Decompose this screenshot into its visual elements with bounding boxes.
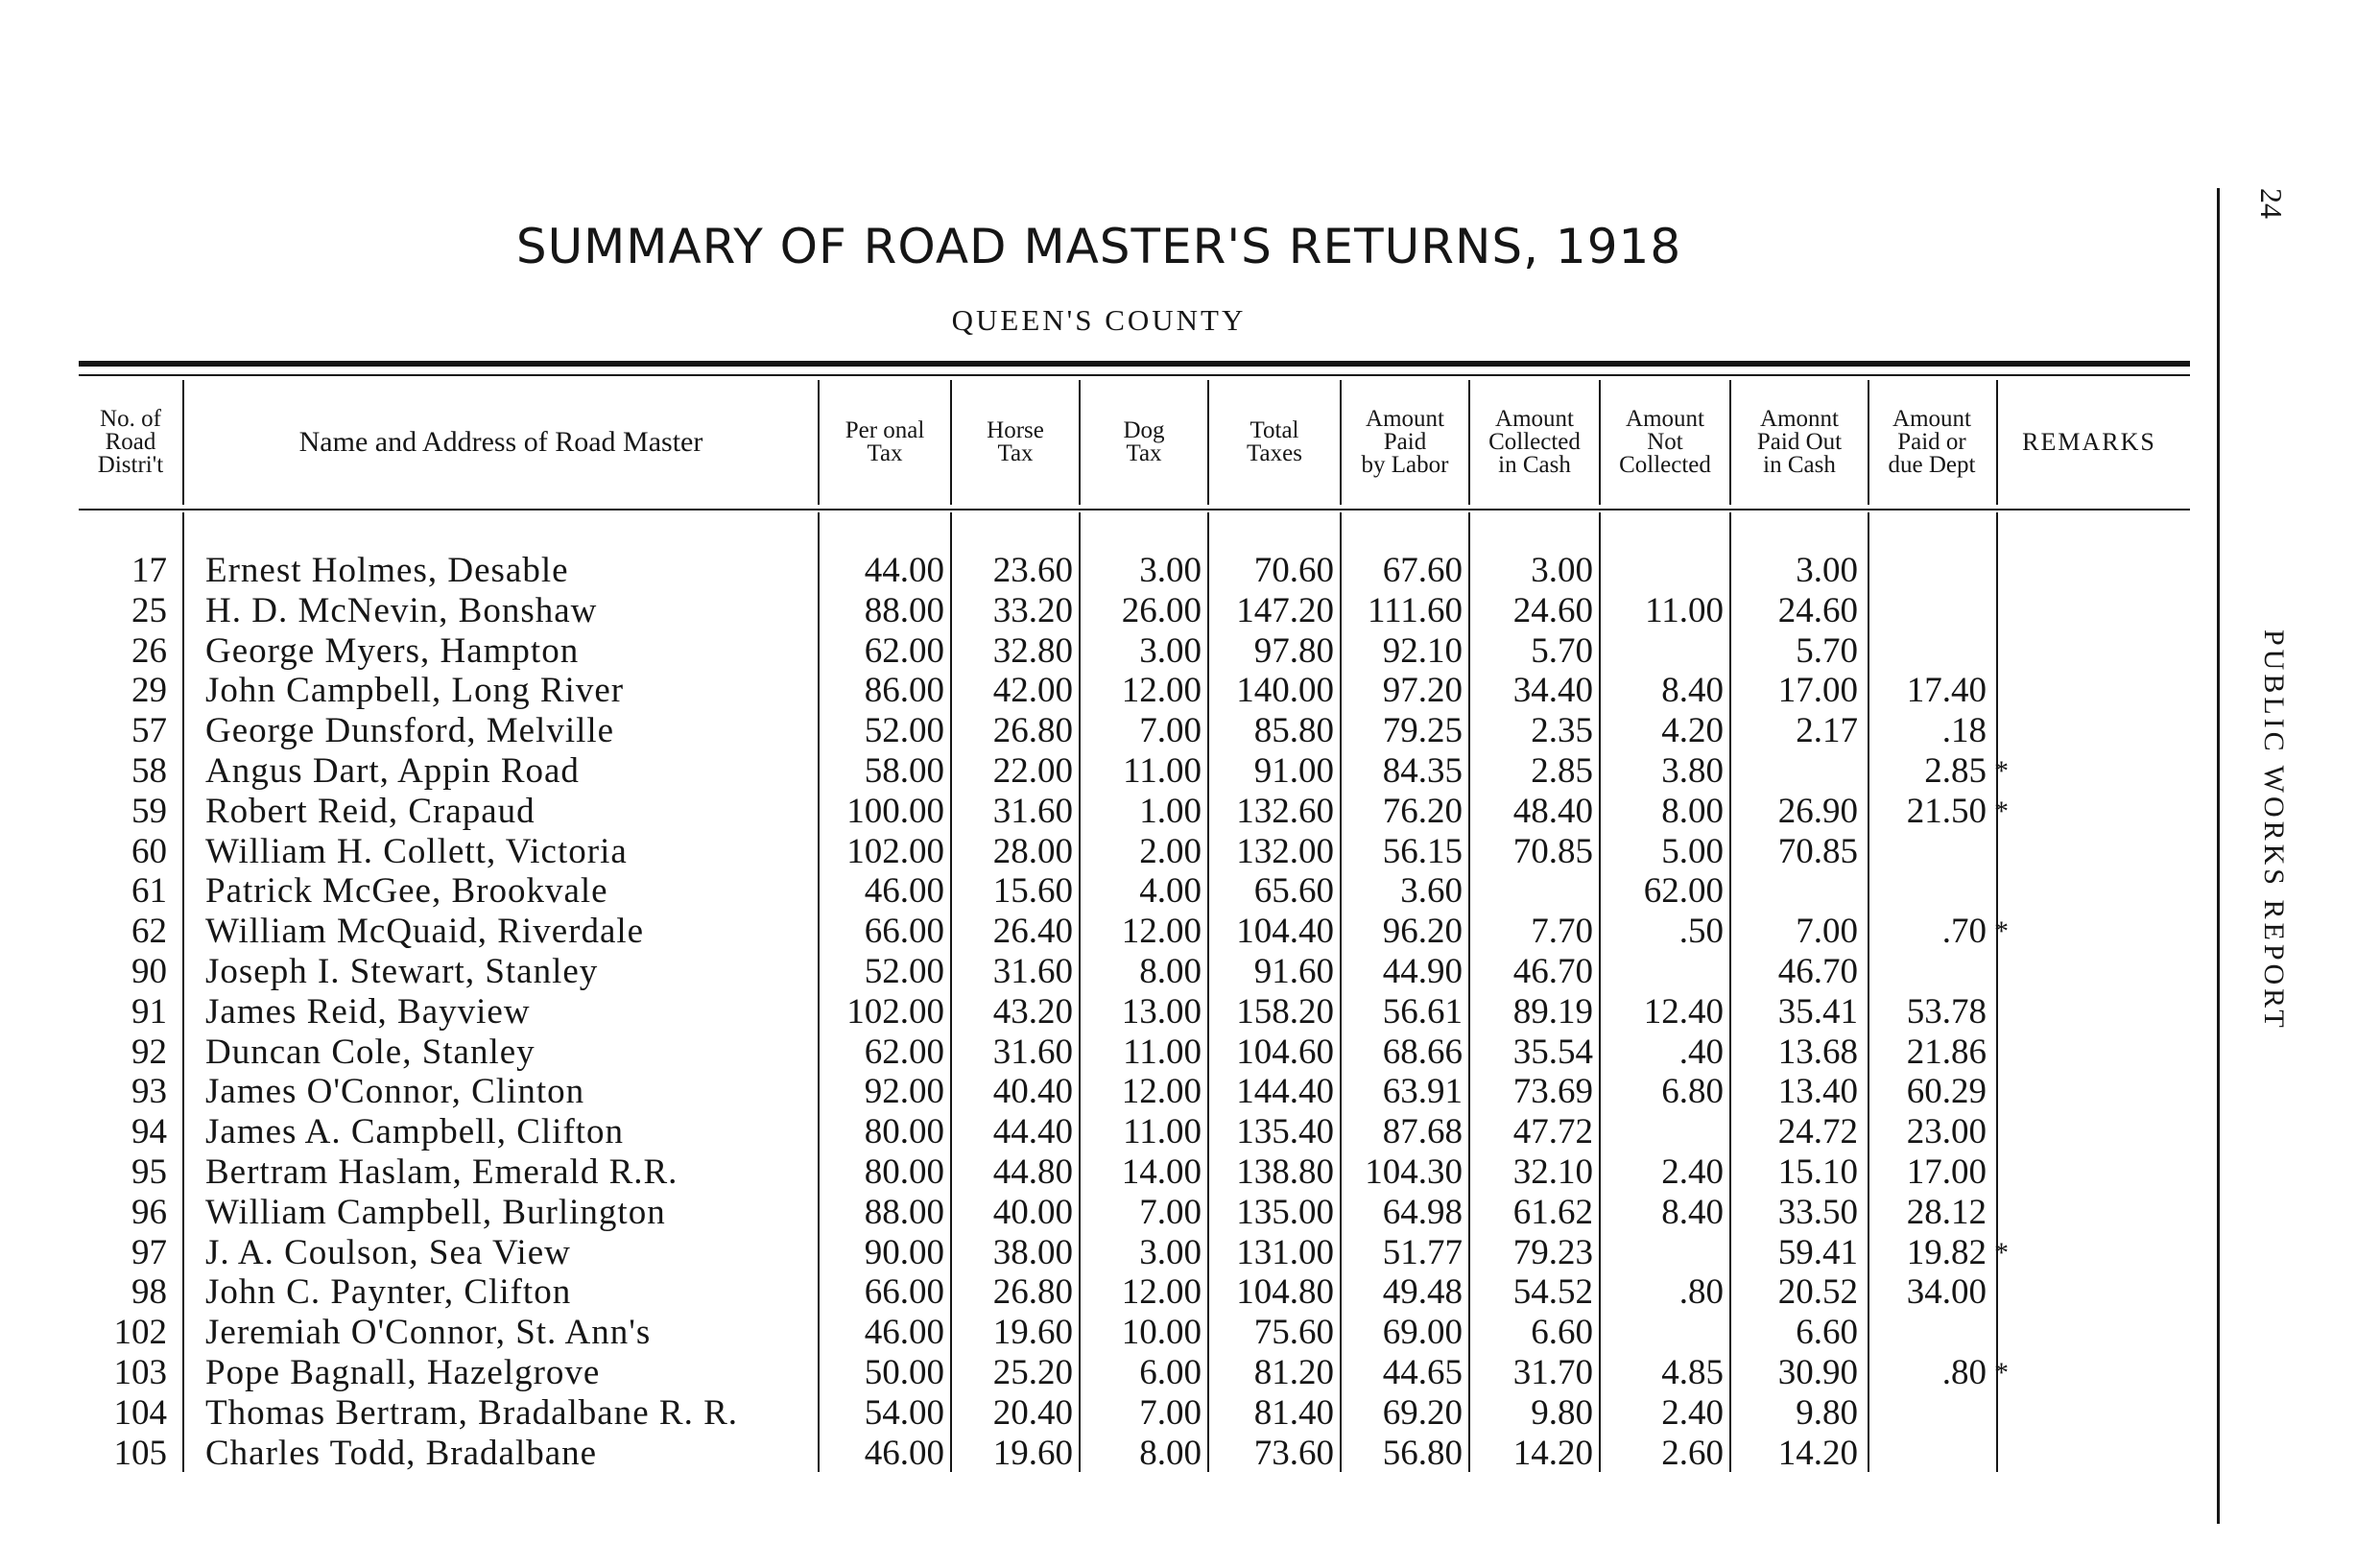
column-rule (1868, 380, 1869, 505)
cell-personal-tax: 66.00 (864, 1272, 944, 1312)
table-row (0, 1353, 2015, 1393)
cell-collected-cash: 24.60 (1512, 591, 1593, 630)
cell-district: 59 (131, 792, 167, 831)
column-rule (950, 380, 952, 505)
cell-name: Patrick McGee, Brookvale (205, 871, 608, 911)
cell-district: 17 (131, 551, 167, 590)
cell-paid-or-due: 21.50 (1906, 792, 1987, 831)
cell-not-collected: 12.40 (1643, 992, 1724, 1032)
cell-horse-tax: 31.60 (992, 792, 1073, 831)
cell-dog-tax: 4.00 (1139, 871, 1202, 911)
cell-horse-tax: 19.60 (992, 1434, 1073, 1473)
cell-collected-cash: 7.70 (1531, 912, 1593, 951)
cell-not-collected: 11.00 (1645, 591, 1724, 630)
column-rule (1996, 380, 1998, 505)
cell-collected-cash: 32.10 (1512, 1152, 1593, 1192)
cell-paid-out-cash: 15.10 (1777, 1152, 1858, 1192)
cell-collected-cash: 3.00 (1531, 551, 1593, 590)
cell-name: Jeremiah O'Connor, St. Ann's (205, 1313, 652, 1352)
cell-paid-out-cash: 33.50 (1777, 1193, 1858, 1232)
cell-not-collected: 62.00 (1643, 871, 1724, 911)
cell-name: Duncan Cole, Stanley (205, 1033, 536, 1072)
cell-paid-by-labor: 76.20 (1382, 792, 1463, 831)
cell-personal-tax: 92.00 (864, 1072, 944, 1111)
cell-horse-tax: 42.00 (992, 671, 1073, 710)
cell-paid-by-labor: 84.35 (1382, 751, 1463, 791)
cell-paid-or-due: 2.85 (1924, 751, 1987, 791)
cell-district: 92 (131, 1033, 167, 1072)
cell-total-taxes: 104.60 (1236, 1033, 1334, 1072)
cell-name: James Reid, Bayview (205, 992, 531, 1032)
cell-paid-out-cash: 9.80 (1796, 1393, 1858, 1433)
cell-total-taxes: 91.60 (1253, 952, 1334, 991)
cell-dog-tax: 14.00 (1121, 1152, 1202, 1192)
cell-total-taxes: 97.80 (1253, 631, 1334, 671)
cell-not-collected: 6.80 (1661, 1072, 1724, 1111)
cell-name: Bertram Haslam, Emerald R.R. (205, 1152, 678, 1192)
cell-paid-by-labor: 44.65 (1382, 1353, 1463, 1392)
cell-district: 95 (131, 1152, 167, 1192)
cell-paid-out-cash: 35.41 (1777, 992, 1858, 1032)
cell-name: Joseph I. Stewart, Stanley (205, 952, 599, 991)
cell-collected-cash: 79.23 (1512, 1233, 1593, 1272)
cell-collected-cash: 54.52 (1512, 1272, 1593, 1312)
cell-not-collected: 8.00 (1661, 792, 1724, 831)
cell-remark: * (1994, 1357, 2009, 1389)
cell-not-collected: .40 (1678, 1033, 1724, 1072)
cell-personal-tax: 66.00 (864, 912, 944, 951)
cell-horse-tax: 26.80 (992, 711, 1073, 750)
cell-name: George Myers, Hampton (205, 631, 580, 671)
cell-not-collected: 4.85 (1661, 1353, 1724, 1392)
cell-personal-tax: 90.00 (864, 1233, 944, 1272)
cell-paid-out-cash: 30.90 (1777, 1353, 1858, 1392)
cell-dog-tax: 11.00 (1123, 751, 1202, 791)
cell-paid-or-due: 28.12 (1906, 1193, 1987, 1232)
cell-district: 26 (131, 631, 167, 671)
cell-dog-tax: 3.00 (1139, 631, 1202, 671)
cell-total-taxes: 135.00 (1236, 1193, 1334, 1232)
cell-district: 96 (131, 1193, 167, 1232)
table-row (0, 1272, 2015, 1313)
cell-not-collected: 2.40 (1661, 1393, 1724, 1433)
cell-name: William Campbell, Burlington (205, 1193, 666, 1232)
header-name: Name and Address of Road Master (298, 426, 703, 458)
cell-dog-tax: 2.00 (1139, 832, 1202, 871)
running-head: PUBLIC WORKS REPORT (2258, 629, 2290, 1032)
header-district: No. of Road Distri't (97, 406, 164, 478)
cell-paid-or-due: 17.00 (1906, 1152, 1987, 1192)
cell-dog-tax: 12.00 (1121, 912, 1202, 951)
cell-name: Angus Dart, Appin Road (205, 751, 580, 791)
cell-personal-tax: 62.00 (864, 631, 944, 671)
cell-district: 93 (131, 1072, 167, 1111)
column-rule (1340, 380, 1342, 505)
cell-collected-cash: 2.85 (1531, 751, 1593, 791)
cell-district: 105 (113, 1434, 167, 1473)
cell-name: H. D. McNevin, Bonshaw (205, 591, 598, 630)
cell-horse-tax: 40.40 (992, 1072, 1073, 1111)
cell-paid-out-cash: 5.70 (1796, 631, 1858, 671)
cell-collected-cash: 89.19 (1512, 992, 1593, 1032)
cell-district: 29 (131, 671, 167, 710)
table-row (0, 711, 2015, 751)
cell-paid-by-labor: 67.60 (1382, 551, 1463, 590)
cell-dog-tax: 13.00 (1121, 992, 1202, 1032)
header-dog-tax: Dog Tax (1123, 417, 1165, 466)
column-rule (1729, 380, 1731, 505)
cell-paid-out-cash: 26.90 (1777, 792, 1858, 831)
cell-horse-tax: 26.40 (992, 912, 1073, 951)
cell-total-taxes: 135.40 (1236, 1112, 1334, 1151)
table-row (0, 952, 2015, 992)
cell-name: William H. Collett, Victoria (205, 832, 628, 871)
cell-personal-tax: 86.00 (864, 671, 944, 710)
cell-name: J. A. Coulson, Sea View (205, 1233, 571, 1272)
table-row (0, 871, 2015, 912)
cell-total-taxes: 104.80 (1236, 1272, 1334, 1312)
column-rule (182, 380, 184, 505)
cell-paid-by-labor: 69.20 (1382, 1393, 1463, 1433)
cell-paid-by-labor: 104.30 (1365, 1152, 1463, 1192)
cell-name: John C. Paynter, Clifton (205, 1272, 572, 1312)
cell-personal-tax: 52.00 (864, 711, 944, 750)
cell-paid-by-labor: 56.80 (1382, 1434, 1463, 1473)
cell-paid-or-due: .70 (1941, 912, 1987, 951)
cell-paid-out-cash: 59.41 (1777, 1233, 1858, 1272)
cell-dog-tax: 11.00 (1123, 1112, 1202, 1151)
cell-personal-tax: 88.00 (864, 1193, 944, 1232)
cell-horse-tax: 25.20 (992, 1353, 1073, 1392)
table-row (0, 671, 2015, 711)
top-rule-thick (79, 361, 2190, 367)
header-remarks: REMARKS (2022, 428, 2156, 456)
table-row (0, 992, 2015, 1033)
cell-dog-tax: 7.00 (1139, 1393, 1202, 1433)
cell-total-taxes: 104.40 (1236, 912, 1334, 951)
cell-horse-tax: 20.40 (992, 1393, 1073, 1433)
county-subtitle: QUEEN'S COUNTY (951, 303, 1247, 337)
cell-horse-tax: 31.60 (992, 1033, 1073, 1072)
cell-not-collected: 8.40 (1661, 671, 1724, 710)
cell-total-taxes: 73.60 (1253, 1434, 1334, 1473)
table-row (0, 1072, 2015, 1112)
cell-total-taxes: 91.00 (1253, 751, 1334, 791)
cell-total-taxes: 147.20 (1236, 591, 1334, 630)
table-row (0, 751, 2015, 792)
table-row (0, 1313, 2015, 1353)
table-row (0, 1033, 2015, 1073)
cell-name: James O'Connor, Clinton (205, 1072, 585, 1111)
cell-district: 98 (131, 1272, 167, 1312)
cell-paid-out-cash: 20.52 (1777, 1272, 1858, 1312)
cell-paid-or-due: 19.82 (1906, 1233, 1987, 1272)
cell-paid-by-labor: 68.66 (1382, 1033, 1463, 1072)
cell-name: Charles Todd, Bradalbane (205, 1434, 598, 1473)
cell-personal-tax: 102.00 (846, 832, 944, 871)
cell-collected-cash: 70.85 (1512, 832, 1593, 871)
cell-dog-tax: 6.00 (1139, 1353, 1202, 1392)
cell-collected-cash: 34.40 (1512, 671, 1593, 710)
cell-paid-by-labor: 111.60 (1367, 591, 1463, 630)
cell-paid-out-cash: 46.70 (1777, 952, 1858, 991)
cell-paid-or-due: .18 (1941, 711, 1987, 750)
column-rule (1207, 380, 1209, 505)
cell-paid-out-cash: 6.60 (1796, 1313, 1858, 1352)
cell-personal-tax: 100.00 (846, 792, 944, 831)
cell-personal-tax: 88.00 (864, 591, 944, 630)
cell-horse-tax: 32.80 (992, 631, 1073, 671)
cell-collected-cash: 61.62 (1512, 1193, 1593, 1232)
column-rule (1599, 380, 1601, 505)
cell-personal-tax: 62.00 (864, 1033, 944, 1072)
cell-district: 90 (131, 952, 167, 991)
cell-horse-tax: 44.40 (992, 1112, 1073, 1151)
cell-total-taxes: 138.80 (1236, 1152, 1334, 1192)
cell-total-taxes: 85.80 (1253, 711, 1334, 750)
cell-total-taxes: 140.00 (1236, 671, 1334, 710)
cell-remark: * (1994, 1237, 2009, 1269)
cell-name: William McQuaid, Riverdale (205, 912, 645, 951)
table-row (0, 792, 2015, 832)
cell-total-taxes: 81.40 (1253, 1393, 1334, 1433)
cell-paid-by-labor: 49.48 (1382, 1272, 1463, 1312)
cell-not-collected: 2.40 (1661, 1152, 1724, 1192)
cell-personal-tax: 46.00 (864, 871, 944, 911)
table-row (0, 551, 2015, 591)
cell-paid-out-cash: 7.00 (1796, 912, 1858, 951)
cell-not-collected: 2.60 (1661, 1434, 1724, 1473)
cell-not-collected: .50 (1678, 912, 1724, 951)
header-paid-by-labor: Amount Paid by Labor (1361, 406, 1449, 478)
cell-district: 104 (113, 1393, 167, 1433)
cell-paid-by-labor: 96.20 (1382, 912, 1463, 951)
header-not-collected: Amount Not Collected (1619, 406, 1711, 478)
header-paid-or-due: Amount Paid or due Dept (1888, 406, 1976, 478)
cell-total-taxes: 75.60 (1253, 1313, 1334, 1352)
cell-dog-tax: 8.00 (1139, 952, 1202, 991)
cell-name: George Dunsford, Melville (205, 711, 615, 750)
table-row (0, 832, 2015, 872)
cell-district: 61 (131, 871, 167, 911)
cell-dog-tax: 12.00 (1121, 1072, 1202, 1111)
cell-horse-tax: 33.20 (992, 591, 1073, 630)
table-row (0, 1233, 2015, 1273)
cell-personal-tax: 80.00 (864, 1152, 944, 1192)
cell-horse-tax: 15.60 (992, 871, 1073, 911)
cell-paid-out-cash: 14.20 (1777, 1434, 1858, 1473)
cell-collected-cash: 46.70 (1512, 952, 1593, 991)
cell-district: 103 (113, 1353, 167, 1392)
page-title: SUMMARY OF ROAD MASTER'S RETURNS, 1918 (515, 219, 1682, 274)
cell-dog-tax: 1.00 (1139, 792, 1202, 831)
cell-name: Pope Bagnall, Hazelgrove (205, 1353, 601, 1392)
header-total-taxes: Total Taxes (1247, 417, 1302, 466)
cell-paid-out-cash: 3.00 (1796, 551, 1858, 590)
cell-not-collected: 4.20 (1661, 711, 1724, 750)
cell-paid-by-labor: 87.68 (1382, 1112, 1463, 1151)
header-bottom-rule (79, 509, 2190, 510)
cell-name: Ernest Holmes, Desable (205, 551, 569, 590)
cell-horse-tax: 43.20 (992, 992, 1073, 1032)
cell-collected-cash: 6.60 (1531, 1313, 1593, 1352)
cell-dog-tax: 12.00 (1121, 1272, 1202, 1312)
cell-district: 57 (131, 711, 167, 750)
cell-personal-tax: 102.00 (846, 992, 944, 1032)
cell-total-taxes: 131.00 (1236, 1233, 1334, 1272)
cell-dog-tax: 7.00 (1139, 711, 1202, 750)
cell-horse-tax: 44.80 (992, 1152, 1073, 1192)
cell-paid-out-cash: 70.85 (1777, 832, 1858, 871)
cell-district: 25 (131, 591, 167, 630)
cell-collected-cash: 2.35 (1531, 711, 1593, 750)
cell-total-taxes: 144.40 (1236, 1072, 1334, 1111)
cell-remark: * (1994, 915, 2009, 947)
column-rule (1468, 380, 1470, 505)
cell-personal-tax: 50.00 (864, 1353, 944, 1392)
cell-paid-out-cash: 17.00 (1777, 671, 1858, 710)
cell-total-taxes: 158.20 (1236, 992, 1334, 1032)
cell-paid-or-due: 34.00 (1906, 1272, 1987, 1312)
header-horse-tax: Horse Tax (987, 417, 1044, 466)
header-personal-tax: Per onal Tax (845, 417, 925, 466)
cell-personal-tax: 46.00 (864, 1434, 944, 1473)
cell-paid-or-due: 17.40 (1906, 671, 1987, 710)
cell-paid-by-labor: 64.98 (1382, 1193, 1463, 1232)
cell-total-taxes: 132.60 (1236, 792, 1334, 831)
cell-horse-tax: 23.60 (992, 551, 1073, 590)
cell-not-collected: 3.80 (1661, 751, 1724, 791)
cell-district: 102 (113, 1313, 167, 1352)
cell-horse-tax: 40.00 (992, 1193, 1073, 1232)
cell-collected-cash: 14.20 (1512, 1434, 1593, 1473)
table-row (0, 1152, 2015, 1193)
cell-paid-by-labor: 44.90 (1382, 952, 1463, 991)
cell-name: Thomas Bertram, Bradalbane R. R. (205, 1393, 739, 1433)
table-row (0, 631, 2015, 672)
cell-name: Robert Reid, Crapaud (205, 792, 536, 831)
cell-dog-tax: 12.00 (1121, 671, 1202, 710)
cell-paid-or-due: 60.29 (1906, 1072, 1987, 1111)
cell-paid-out-cash: 24.60 (1777, 591, 1858, 630)
cell-personal-tax: 44.00 (864, 551, 944, 590)
cell-horse-tax: 22.00 (992, 751, 1073, 791)
cell-paid-by-labor: 63.91 (1382, 1072, 1463, 1111)
cell-personal-tax: 80.00 (864, 1112, 944, 1151)
cell-dog-tax: 3.00 (1139, 551, 1202, 590)
cell-total-taxes: 70.60 (1253, 551, 1334, 590)
table-row (0, 591, 2015, 631)
cell-personal-tax: 46.00 (864, 1313, 944, 1352)
column-rule (1079, 380, 1081, 505)
cell-paid-by-labor: 92.10 (1382, 631, 1463, 671)
cell-paid-or-due: 21.86 (1906, 1033, 1987, 1072)
cell-collected-cash: 35.54 (1512, 1033, 1593, 1072)
cell-district: 62 (131, 912, 167, 951)
cell-paid-by-labor: 3.60 (1400, 871, 1463, 911)
cell-personal-tax: 54.00 (864, 1393, 944, 1433)
margin-rule (2217, 188, 2220, 1524)
cell-paid-by-labor: 69.00 (1382, 1313, 1463, 1352)
cell-horse-tax: 28.00 (992, 832, 1073, 871)
cell-paid-out-cash: 13.40 (1777, 1072, 1858, 1111)
cell-paid-out-cash: 2.17 (1796, 711, 1858, 750)
cell-horse-tax: 31.60 (992, 952, 1073, 991)
cell-paid-by-labor: 97.20 (1382, 671, 1463, 710)
cell-collected-cash: 73.69 (1512, 1072, 1593, 1111)
cell-paid-by-labor: 79.25 (1382, 711, 1463, 750)
cell-dog-tax: 3.00 (1139, 1233, 1202, 1272)
cell-horse-tax: 26.80 (992, 1272, 1073, 1312)
table-row (0, 1193, 2015, 1233)
cell-paid-by-labor: 56.61 (1382, 992, 1463, 1032)
cell-district: 58 (131, 751, 167, 791)
column-rule (818, 380, 820, 505)
table-row (0, 1434, 2015, 1474)
cell-personal-tax: 58.00 (864, 751, 944, 791)
cell-name: John Campbell, Long River (205, 671, 625, 710)
cell-dog-tax: 11.00 (1123, 1033, 1202, 1072)
cell-not-collected: 5.00 (1661, 832, 1724, 871)
cell-collected-cash: 9.80 (1531, 1393, 1593, 1433)
cell-dog-tax: 7.00 (1139, 1193, 1202, 1232)
cell-paid-or-due: 53.78 (1906, 992, 1987, 1032)
table-row (0, 1393, 2015, 1434)
cell-total-taxes: 132.00 (1236, 832, 1334, 871)
table-row (0, 912, 2015, 952)
header-collected-cash: Amount Collected in Cash (1488, 406, 1581, 478)
cell-remark: * (1994, 795, 2009, 827)
cell-horse-tax: 19.60 (992, 1313, 1073, 1352)
cell-paid-out-cash: 24.72 (1777, 1112, 1858, 1151)
cell-collected-cash: 47.72 (1512, 1112, 1593, 1151)
cell-dog-tax: 26.00 (1121, 591, 1202, 630)
cell-paid-by-labor: 51.77 (1382, 1233, 1463, 1272)
cell-district: 60 (131, 832, 167, 871)
cell-district: 94 (131, 1112, 167, 1151)
cell-total-taxes: 65.60 (1253, 871, 1334, 911)
cell-name: James A. Campbell, Clifton (205, 1112, 625, 1151)
cell-paid-by-labor: 56.15 (1382, 832, 1463, 871)
table-row (0, 1112, 2015, 1152)
cell-paid-out-cash: 13.68 (1777, 1033, 1858, 1072)
cell-total-taxes: 81.20 (1253, 1353, 1334, 1392)
cell-not-collected: .80 (1678, 1272, 1724, 1312)
cell-paid-or-due: .80 (1941, 1353, 1987, 1392)
cell-dog-tax: 8.00 (1139, 1434, 1202, 1473)
cell-personal-tax: 52.00 (864, 952, 944, 991)
cell-horse-tax: 38.00 (992, 1233, 1073, 1272)
cell-district: 97 (131, 1233, 167, 1272)
cell-remark: * (1994, 755, 2009, 787)
cell-district: 91 (131, 992, 167, 1032)
cell-paid-or-due: 23.00 (1906, 1112, 1987, 1151)
cell-collected-cash: 31.70 (1512, 1353, 1593, 1392)
cell-not-collected: 8.40 (1661, 1193, 1724, 1232)
header-paid-out-cash: Amonnt Paid Out in Cash (1756, 406, 1843, 478)
page-number: 24 (2254, 188, 2289, 219)
cell-collected-cash: 5.70 (1531, 631, 1593, 671)
cell-collected-cash: 48.40 (1512, 792, 1593, 831)
cell-dog-tax: 10.00 (1121, 1313, 1202, 1352)
